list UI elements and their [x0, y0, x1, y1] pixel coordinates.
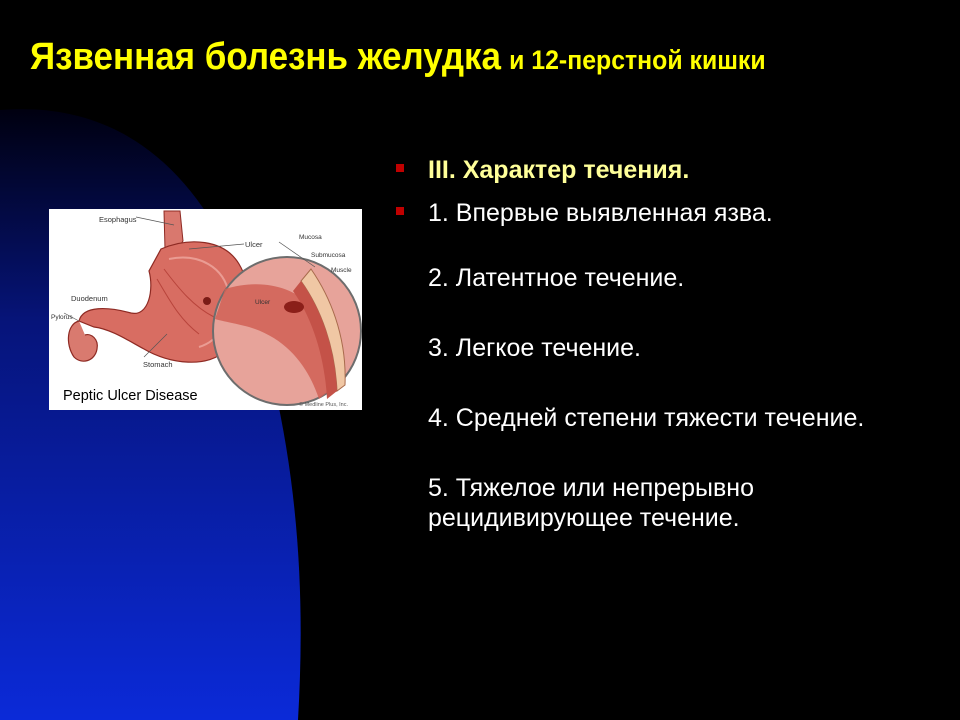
figure-caption: Peptic Ulcer Disease: [63, 388, 198, 404]
label-muscle: Muscle: [331, 267, 352, 274]
peptic-ulcer-illustration: [49, 209, 362, 410]
bullet-square-icon: [396, 207, 404, 215]
label-pylorus: Pylorus: [51, 314, 73, 321]
list-item: [393, 198, 933, 228]
title-main: Язвенная болезнь желудка: [30, 36, 501, 78]
title-sub: и 12-перстной кишки: [509, 45, 766, 75]
label-esophagus: Esophagus: [99, 215, 137, 224]
list-item: 5. Тяжелое или непрерывно рецидивирующее течение.: [428, 474, 755, 532]
label-stomach: Stomach: [143, 360, 173, 369]
label-mucosa: Mucosa: [299, 234, 322, 241]
bullet-square-icon: [396, 164, 404, 172]
label-ulcer-zoom: Ulcer: [255, 299, 271, 306]
list-item: 2. Латентное течение.: [428, 264, 685, 292]
list-header-text: III. Характер течения.: [428, 156, 690, 184]
figure-credit: © Medline Plus, Inc.: [299, 402, 348, 408]
slide-title: [30, 36, 766, 79]
label-duodenum: Duodenum: [71, 294, 108, 303]
list-item: 4. Средней степени тяжести течение.: [428, 404, 865, 432]
list-item: 3. Легкое течение.: [428, 334, 641, 362]
list-header: [393, 155, 933, 185]
course-list: [393, 155, 933, 533]
list-item-text: 1. Впервые выявленная язва.: [428, 199, 773, 227]
label-ulcer: Ulcer: [245, 240, 263, 249]
label-submucosa: Submucosa: [311, 252, 346, 259]
